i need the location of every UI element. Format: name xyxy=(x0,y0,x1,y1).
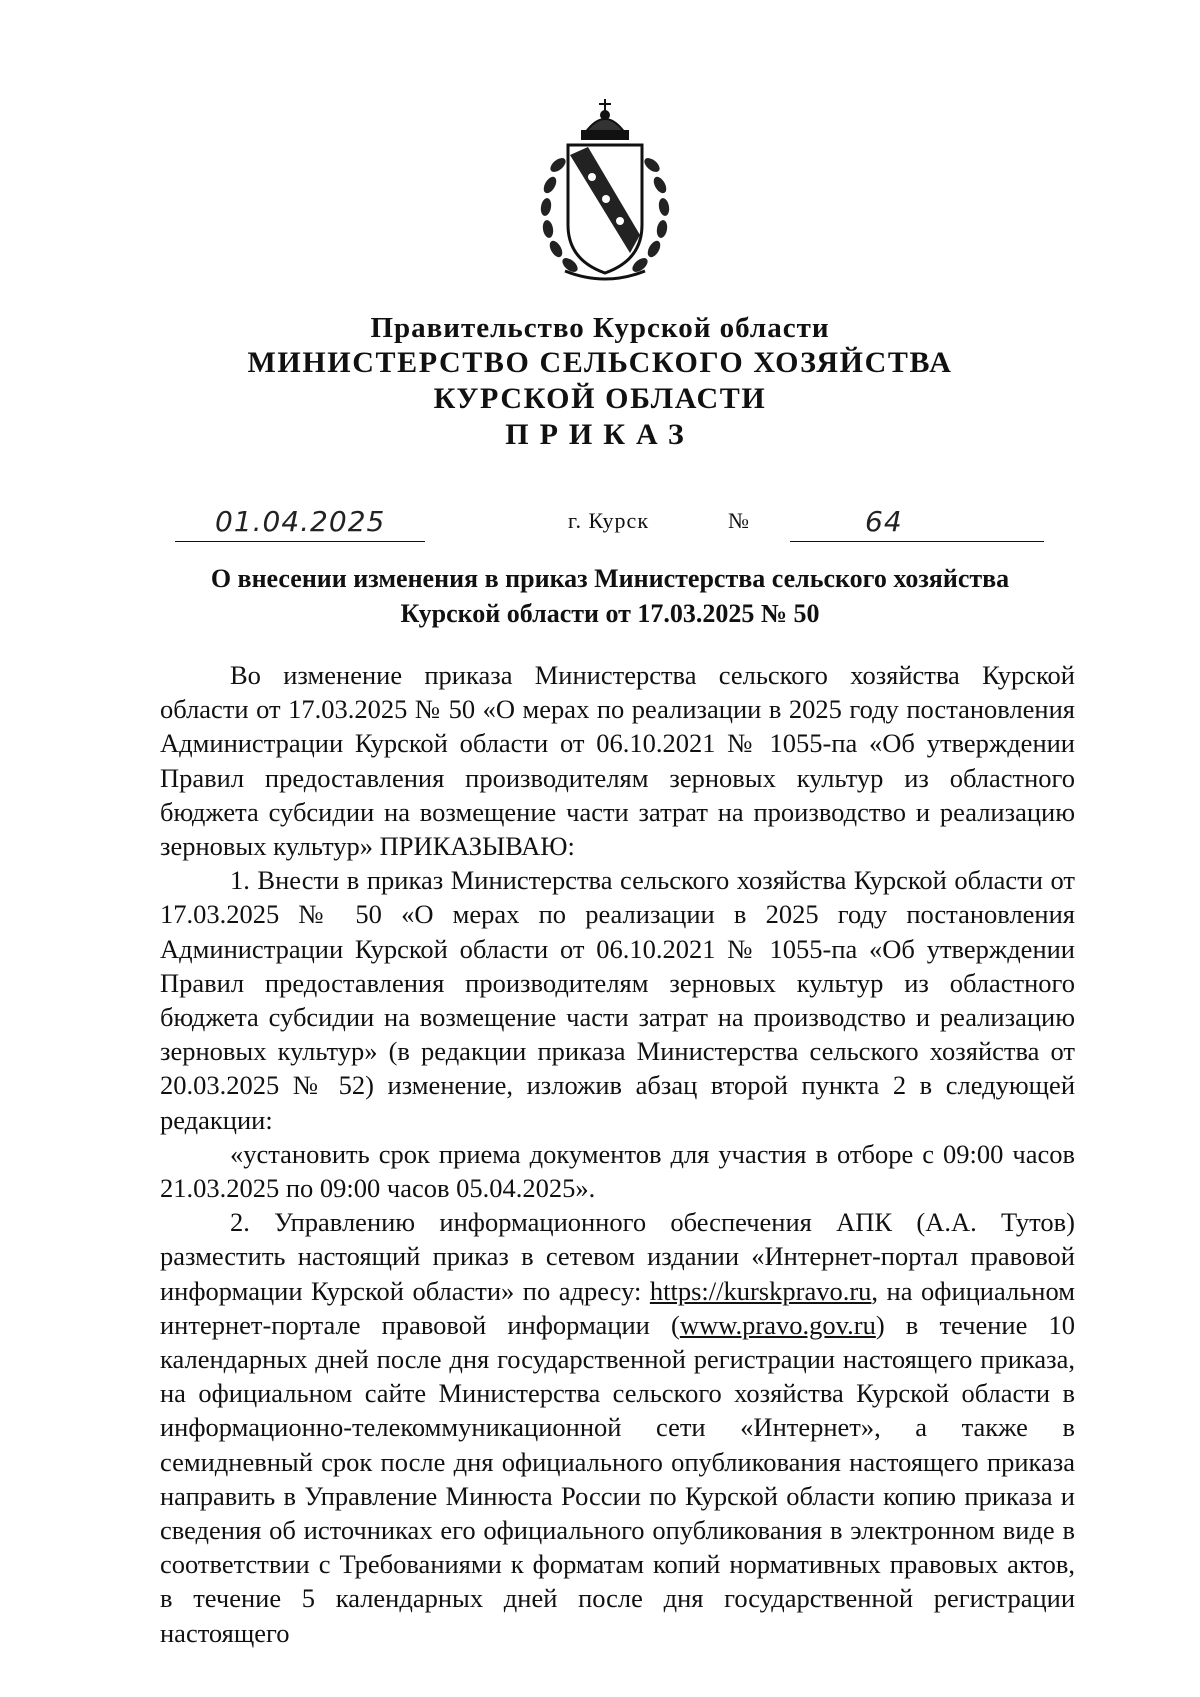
item-2-text-part-2: , на официальном интернет-портале правовой информации ( xyxy=(160,1275,1075,1340)
handwritten-date: 01.04.2025 xyxy=(215,505,386,538)
number-sign: № xyxy=(728,508,749,533)
pravo-gov-link[interactable]: www.pravo.gov.ru xyxy=(679,1309,876,1340)
paragraph-quote: «установить срок приема документов для участия в отборе с 09:00 часов 21.03.2025 по 09:00 часов 05.04.2025». xyxy=(160,1138,1075,1204)
ministry-name-line-1: МИНИСТЕРСТВО СЕЛЬСКОГО ХОЗЯЙСТВА xyxy=(247,346,953,379)
item-2-text-part-3: ) в течение 10 календарных дней после дня государственной регистрации настоящего приказа, на официальном сайте Министерства сельского хозяйства Курской области в информационно-телекоммуникационной сети «Интернет», а также в семидневный срок после дня официального опубликования настоящего приказа направить в Управление Минюста России по Курской области копию приказа и сведения об источниках его официального опубликования в электронном виде в соответствии с Требованиями к форматам копий нормативных правовых актов, в течение 5 календарных дней после дня государственной регистрации настоящего xyxy=(160,1309,1075,1648)
document-title-line-1: О внесении изменения в приказ Министерства сельского хозяйства xyxy=(210,564,1010,593)
document-body xyxy=(160,658,1075,1650)
paragraph-item-2 xyxy=(160,1205,1075,1650)
kurskpravo-link[interactable]: https://kurskpravo.ru xyxy=(649,1275,872,1306)
coat-of-arms-emblem xyxy=(530,95,680,285)
document-title xyxy=(160,561,1060,631)
paragraph-preamble: Во изменение приказа Министерства сельского хозяйства Курской области от 17.03.2025 № 50 «О мерах по реализации в 2025 году постановления Администрации Курской области от 06.10.2021 № 1055-па «Об утверждении Правил предоставления производителям зерновых культур из областного бюджета субсидии на возмещение части затрат на производство и реализацию зерновых культур» ПРИКАЗЫВАЮ: xyxy=(160,660,1075,862)
ministry-name-line-2: КУРСКОЙ ОБЛАСТИ xyxy=(433,382,767,415)
document-title-line-2: Курской области от 17.03.2025 № 50 xyxy=(400,599,820,628)
document-type: ПРИКАЗ xyxy=(505,418,695,451)
handwritten-number: 64 xyxy=(865,505,903,538)
paragraph-item-1: 1. Внести в приказ Министерства сельского хозяйства Курской области от 17.03.2025 № 50 «О мерах по реализации в 2025 году постановления Администрации Курской области от 06.10.2021 № 1055-па «Об утверждении Правил предоставления производителям зерновых культур из областного бюджета субсидии на возмещение части затрат на производство и реализацию зерновых культур» (в редакции приказа Министерства сельского хозяйства от 20.03.2025 № 52) изменение, изложив абзац второй пункта 2 в следующей редакции: xyxy=(160,865,1075,1135)
date-field xyxy=(175,505,425,542)
government-name: Правительство Курской области xyxy=(370,312,830,344)
city-label: г. Курск xyxy=(568,508,650,533)
number-field xyxy=(790,505,1044,542)
item-2-text-part-1: 2. Управлению информационного обеспечения АПК (А.А. Тутов) разместить настоящий приказ в сетевом издании «Интернет-портал правовой информации Курской области» по адресу: xyxy=(160,1207,1075,1306)
